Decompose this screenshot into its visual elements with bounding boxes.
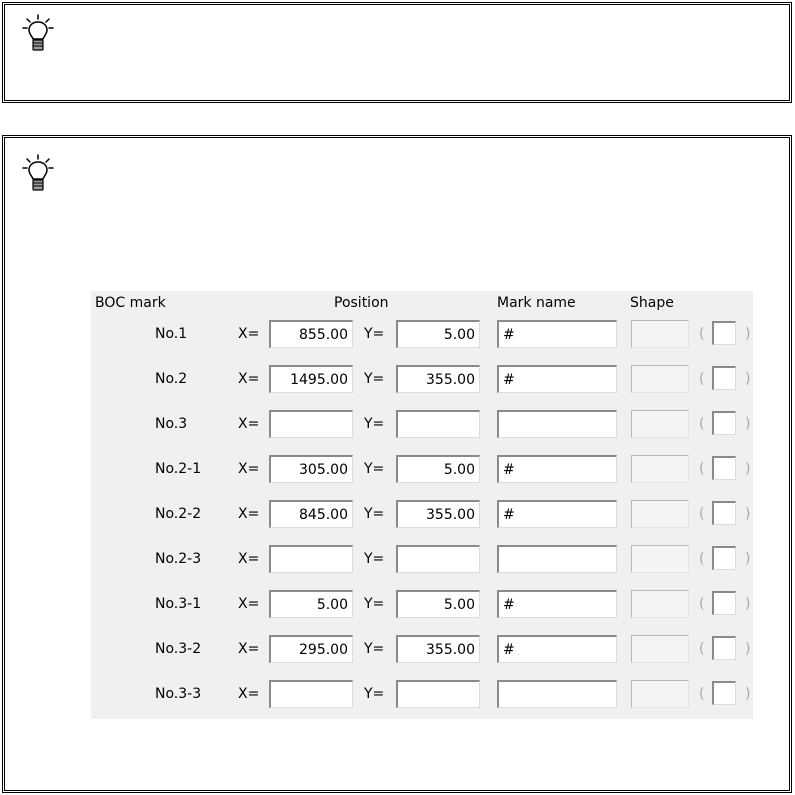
shape-checkbox[interactable] bbox=[712, 546, 736, 570]
y-position-field[interactable] bbox=[396, 545, 480, 573]
x-position-field[interactable]: 295.00 bbox=[269, 635, 353, 663]
paren-close: ) bbox=[745, 461, 751, 477]
boc-mark-row bbox=[91, 545, 753, 573]
shape-checkbox[interactable] bbox=[712, 636, 736, 660]
x-position-field[interactable] bbox=[269, 545, 353, 573]
shape-field bbox=[631, 365, 689, 393]
mark-name-field[interactable]: # bbox=[497, 365, 617, 393]
shape-checkbox[interactable] bbox=[712, 456, 736, 480]
shape-field bbox=[631, 545, 689, 573]
mark-name-field[interactable]: # bbox=[497, 635, 617, 663]
y-label: Y= bbox=[364, 551, 385, 567]
shape-field bbox=[631, 500, 689, 528]
row-number-label: No.3-1 bbox=[155, 596, 202, 612]
shape-checkbox[interactable] bbox=[712, 501, 736, 525]
x-label: X= bbox=[238, 506, 260, 522]
x-position-field[interactable]: 855.00 bbox=[269, 320, 353, 348]
mark-name-field[interactable]: # bbox=[497, 590, 617, 618]
y-position-field[interactable]: 355.00 bbox=[396, 365, 480, 393]
y-label: Y= bbox=[364, 371, 385, 387]
boc-mark-panel bbox=[91, 291, 753, 719]
boc-mark-row bbox=[91, 500, 753, 528]
mark-name-field[interactable] bbox=[497, 545, 617, 573]
row-number-label: No.3-3 bbox=[155, 686, 202, 702]
row-number-label: No.3 bbox=[155, 416, 188, 432]
row-number-label: No.1 bbox=[155, 326, 188, 342]
paren-close: ) bbox=[745, 686, 751, 702]
row-number-label: No.2-3 bbox=[155, 551, 202, 567]
row-number-label: No.3-2 bbox=[155, 641, 202, 657]
paren-open: ( bbox=[699, 506, 705, 522]
x-label: X= bbox=[238, 686, 260, 702]
lightbulb-icon bbox=[21, 153, 55, 193]
shape-checkbox[interactable] bbox=[712, 681, 736, 705]
boc-mark-row bbox=[91, 365, 753, 393]
y-label: Y= bbox=[364, 416, 385, 432]
mark-name-field[interactable] bbox=[497, 680, 617, 708]
paren-close: ) bbox=[745, 641, 751, 657]
paren-close: ) bbox=[745, 326, 751, 342]
header-mark-name: Mark name bbox=[497, 295, 576, 311]
shape-field bbox=[631, 680, 689, 708]
x-label: X= bbox=[238, 416, 260, 432]
y-position-field[interactable] bbox=[396, 410, 480, 438]
paren-open: ( bbox=[699, 551, 705, 567]
y-position-field[interactable]: 355.00 bbox=[396, 635, 480, 663]
y-label: Y= bbox=[364, 461, 385, 477]
shape-checkbox[interactable] bbox=[712, 321, 736, 345]
header-shape: Shape bbox=[630, 295, 674, 311]
paren-open: ( bbox=[699, 416, 705, 432]
boc-mark-row bbox=[91, 320, 753, 348]
lightbulb-icon bbox=[21, 13, 55, 53]
shape-field bbox=[631, 410, 689, 438]
x-label: X= bbox=[238, 596, 260, 612]
y-label: Y= bbox=[364, 596, 385, 612]
x-label: X= bbox=[238, 551, 260, 567]
x-label: X= bbox=[238, 326, 260, 342]
boc-mark-row bbox=[91, 680, 753, 708]
x-position-field[interactable]: 845.00 bbox=[269, 500, 353, 528]
y-position-field[interactable]: 5.00 bbox=[396, 455, 480, 483]
shape-checkbox[interactable] bbox=[712, 366, 736, 390]
x-position-field[interactable]: 5.00 bbox=[269, 590, 353, 618]
x-label: X= bbox=[238, 371, 260, 387]
x-position-field[interactable]: 1495.00 bbox=[269, 365, 353, 393]
shape-field bbox=[631, 320, 689, 348]
boc-mark-row bbox=[91, 455, 753, 483]
boc-mark-row bbox=[91, 590, 753, 618]
mark-name-field[interactable] bbox=[497, 410, 617, 438]
y-position-field[interactable] bbox=[396, 680, 480, 708]
y-position-field[interactable]: 5.00 bbox=[396, 590, 480, 618]
header-boc-mark: BOC mark bbox=[95, 295, 166, 311]
y-position-field[interactable]: 5.00 bbox=[396, 320, 480, 348]
paren-open: ( bbox=[699, 686, 705, 702]
row-number-label: No.2-2 bbox=[155, 506, 202, 522]
mark-name-field[interactable]: # bbox=[497, 500, 617, 528]
row-number-label: No.2-1 bbox=[155, 461, 202, 477]
shape-checkbox[interactable] bbox=[712, 411, 736, 435]
y-position-field[interactable]: 355.00 bbox=[396, 500, 480, 528]
y-label: Y= bbox=[364, 326, 385, 342]
header-position: Position bbox=[334, 295, 389, 311]
y-label: Y= bbox=[364, 686, 385, 702]
boc-mark-row bbox=[91, 410, 753, 438]
x-label: X= bbox=[238, 641, 260, 657]
x-position-field[interactable] bbox=[269, 680, 353, 708]
paren-close: ) bbox=[745, 551, 751, 567]
paren-close: ) bbox=[745, 506, 751, 522]
paren-open: ( bbox=[699, 371, 705, 387]
paren-close: ) bbox=[745, 596, 751, 612]
paren-close: ) bbox=[745, 371, 751, 387]
boc-mark-row bbox=[91, 635, 753, 663]
shape-checkbox[interactable] bbox=[712, 591, 736, 615]
paren-open: ( bbox=[699, 461, 705, 477]
x-label: X= bbox=[238, 461, 260, 477]
paren-open: ( bbox=[699, 641, 705, 657]
note-box-top bbox=[2, 2, 792, 103]
y-label: Y= bbox=[364, 506, 385, 522]
paren-open: ( bbox=[699, 596, 705, 612]
y-label: Y= bbox=[364, 641, 385, 657]
mark-name-field[interactable]: # bbox=[497, 320, 617, 348]
paren-open: ( bbox=[699, 326, 705, 342]
shape-field bbox=[631, 635, 689, 663]
mark-name-field[interactable]: # bbox=[497, 455, 617, 483]
shape-field bbox=[631, 590, 689, 618]
row-number-label: No.2 bbox=[155, 371, 188, 387]
shape-field bbox=[631, 455, 689, 483]
x-position-field[interactable]: 305.00 bbox=[269, 455, 353, 483]
paren-close: ) bbox=[745, 416, 751, 432]
x-position-field[interactable] bbox=[269, 410, 353, 438]
